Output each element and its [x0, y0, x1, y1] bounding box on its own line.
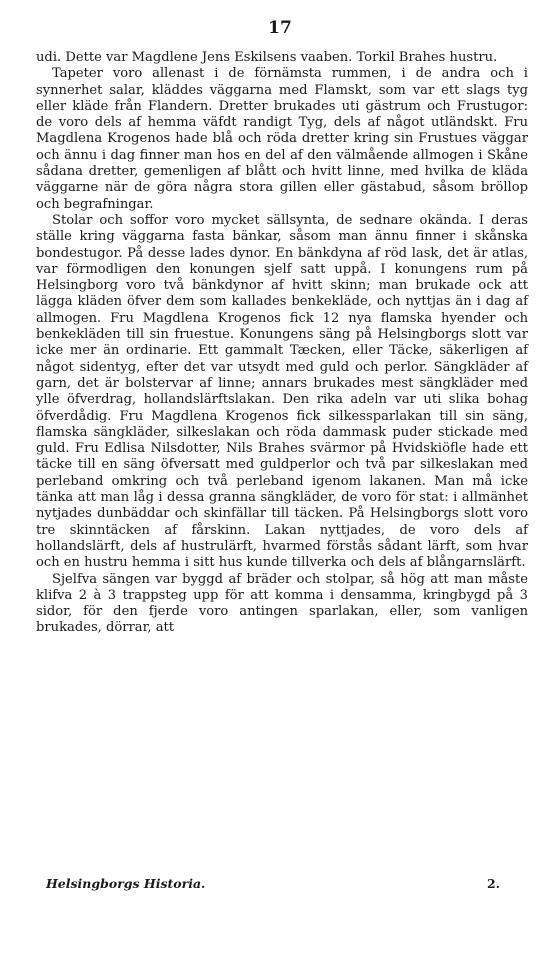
body-text — [36, 50, 528, 637]
page-number: 17 — [268, 18, 292, 38]
page-footer — [46, 876, 500, 891]
paragraph: Sjelfva sängen var byggd af bräder och stolpar, så hög att man måste klifva 2 à 3 trappsteg upp för att komma i densamma, kringbygd på 3 sidor, för den fjerde voro antingen sparlakan, eller, som vanligen brukades, dörrar, att — [36, 571, 528, 636]
paragraph: udi. Dette var Magdlene Jens Eskilsens vaaben. Torkil Brahes hustru. — [36, 50, 498, 65]
paragraph: Stolar och soffor voro mycket sällsynta, de sednare okända. I deras ställe kring väggarna fasta bänkar, såsom man ännu finner i skånska bondestugor. På desse lades dynor. En bänkdyna af röd lask, det är atlas, var förmodligen den konungen sjelf satt uppå. I konungens rum på Helsingborg voro två bänkdynor af hvitt skinn; man brukade ock att lägga kläden öfver dem som kallades benkekläde, och nyttjas än i dag af allmogen. Fru Magdlena Krogenos fick 12 nya flamska hyender och benkekläden till sin fruestue. Konungens säng på Helsingborgs slott var icke mer än ordinarie. Ett gammalt Tæcken, eller Täcke, säkerligen af något sidentyg, efter det var utsydt med guld och perlor. Sängkläder af garn, det är bolstervar af linne; annars brukades mest sängkläder med ylle öfverdrag, hollandslärftslakan. Den rika adeln var uti slika bohag öfverdådig. Fru Magdlena Krogenos fick silkessparlakan till sin säng, flamska sängkläder, silkeslakan och röda dammask puder stickade med guld. Fru Edlisa Nilsdotter, Nils Brahes svärmor på Hvidskiöfle hade ett täcke till en säng öfversatt med guldperlor och två par silkeslakan med perleband omkring och två perleband igenom lakanen. Man må icke tänka att man låg i dessa granna sängkläder, de voro för stat: i allmänhet nytjades dunbäddar och skinfällar till täcken. På Helsingborgs slott voro tre skinntäcken af fårskinn. Lakan nyttjades, de voro dels af hollandslärft, dels af hustrulärft, hvarmed förstås sådant lärft, som hvar och en hustru hemma i sitt hus kunde tillverka och dels af blångarnslärft. — [36, 212, 528, 571]
source-title: Helsingborgs Historia. — [46, 876, 206, 891]
signature-mark: 2. — [486, 876, 500, 891]
paragraph: Tapeter voro allenast i de förnämsta rummen, i de andra och i synnerhet salar, kläddes väggarna med Flamskt, som var ett slags tyg eller kläde från Flandern. Dretter brukades uti gästrum och Frustugor: de voro dels af hemma väfdt randigt Tyg, dels af något utländskt. Fru Magdlena Krogenos hade blå och röda dretter kring sin Frustues väggar och ännu i dag finner man hos en del af den välmående allmogen i Skåne sådana dretter, gemenligen af blått och hvitt linne, med hvilka de kläda väggarne när de göra några stora gillen eller gästabud, såsom bröllop och begrafningar. — [36, 66, 528, 212]
